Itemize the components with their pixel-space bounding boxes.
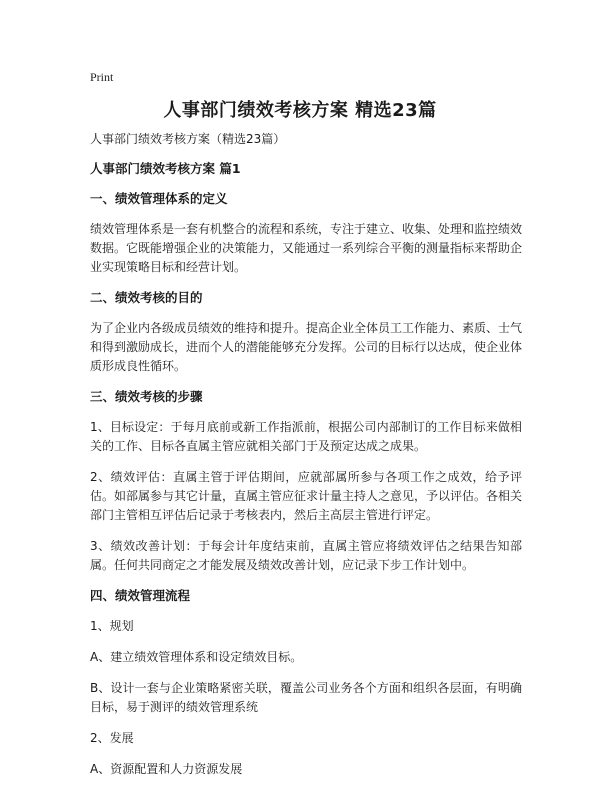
section-4-item-1a: A、建立绩效管理体系和设定绩效目标。 (90, 650, 303, 664)
section-3-heading: 三、绩效考核的步骤 (90, 389, 203, 404)
section-3-step-3: 3、绩效改善计划：于每会计年度结束前，直属主管应将绩效评估之结果告知部属。任何共同商定之才能发展及绩效改善计划，应记录下步工作计划中。 (90, 539, 522, 572)
section-1-paragraph: 绩效管理体系是一套有机整合的流程和系统，专注于建立、收集、处理和监控绩效数据。它既能增强企业的决策能力，又能通过一系列综合平衡的测量指标来帮助企业实现策略目标和经营计划。 (90, 222, 523, 274)
section-1-heading: 一、绩效管理体系的定义 (90, 191, 228, 206)
section-4-item-1: 1、规划 (90, 619, 134, 633)
section-2-heading: 二、绩效考核的目的 (90, 290, 203, 305)
article-body (90, 130, 522, 791)
print-link[interactable]: Print (90, 70, 114, 84)
section-4-item-2a: A、资源配置和人力资源发展 (90, 762, 243, 776)
section-2-paragraph: 为了企业内各级成员绩效的维持和提升。提高企业全体员工工作能力、素质、士气和得到激励成长，进而个人的潜能能够充分发挥。公司的目标行以达成，使企业体质形成良性循环。 (90, 321, 523, 373)
section-4-heading: 四、绩效管理流程 (90, 588, 191, 603)
section-3-step-2: 2、绩效评估：直属主管于评估期间，应就部属所参与各项工作之成效，给予评估。如部属参与其它计量，直属主管应征求计量主持人之意见，予以评估。各相关部门主管相互评估后记录于考核表内，然后主高层主管进行评定。 (90, 470, 523, 522)
article-title: 人事部门绩效考核方案 篇1 (90, 161, 241, 176)
page-title: 人事部门绩效考核方案 精选23篇 (163, 100, 437, 121)
section-3-step-1: 1、目标设定：于每月底前或新工作指派前，根据公司内部制订的工作目标来做相关的工作、目标各直属主管应就相关部门于及预定达成之成果。 (90, 420, 522, 453)
section-4-item-2: 2、发展 (90, 731, 134, 745)
article-subtitle: 人事部门绩效考核方案（精选23篇） (90, 132, 286, 146)
section-4-item-1b: B、设计一套与企业策略紧密关联，覆盖公司业务各个方面和组织各层面，有明确目标，易于测评的绩效管理系统 (90, 681, 522, 714)
